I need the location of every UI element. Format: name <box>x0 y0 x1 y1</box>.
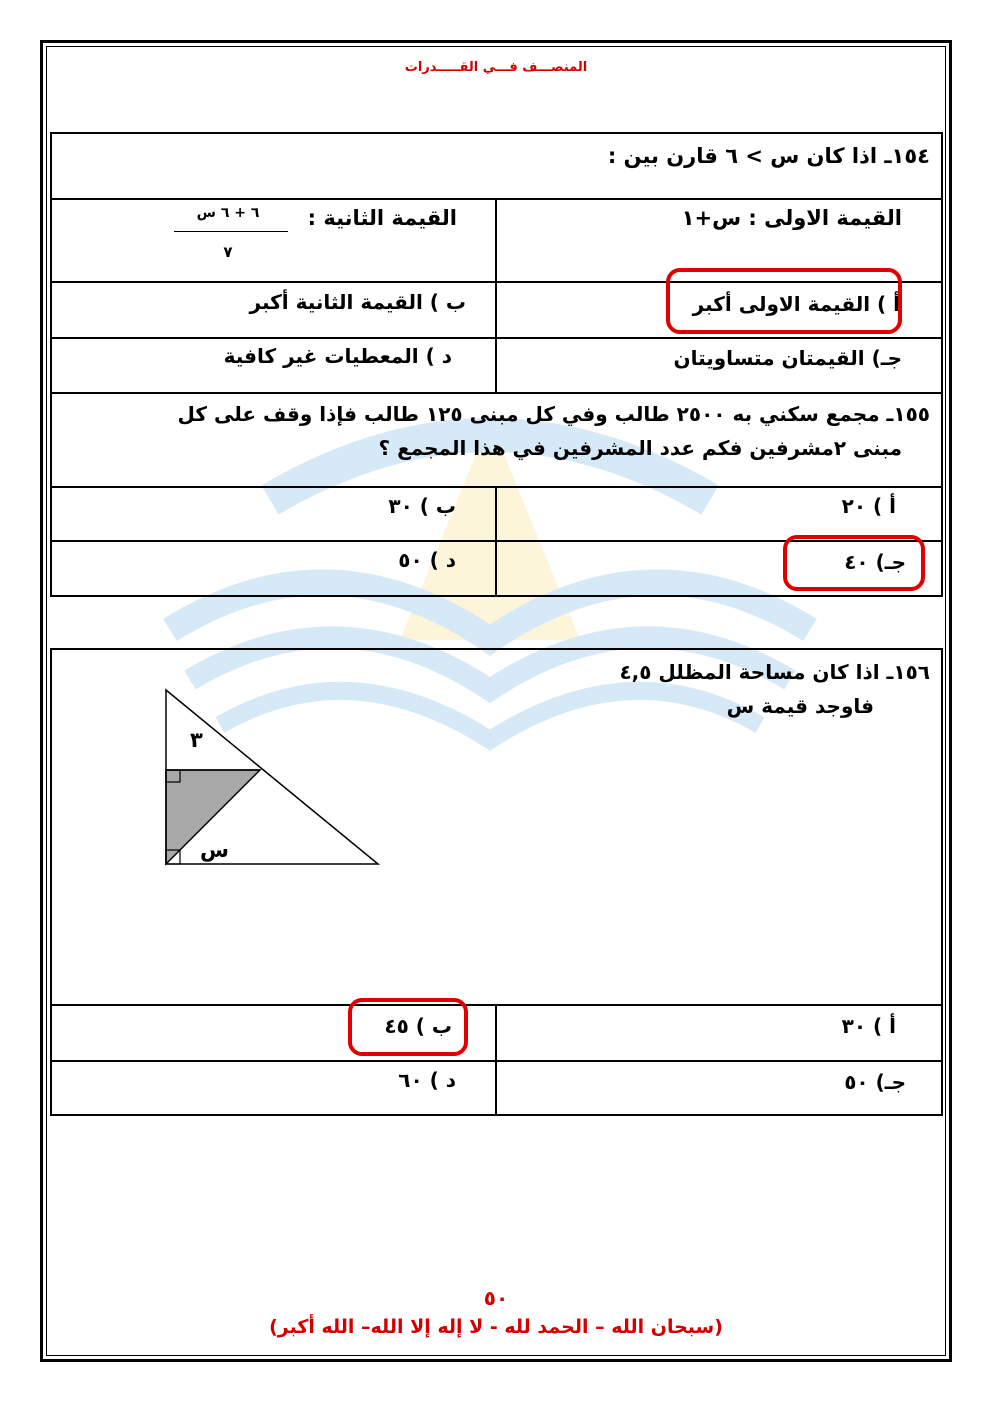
q154-option-d[interactable]: د ) المعطيات غير كافية <box>223 344 452 368</box>
fraction-denominator: ٧ <box>223 243 233 261</box>
answer-highlight <box>348 998 468 1056</box>
q154-option-b[interactable]: ب ) القيمة الثانية أكبر <box>249 290 466 314</box>
q155-option-c[interactable]: جـ) ٤٠ <box>844 550 906 574</box>
answer-highlight <box>783 535 925 591</box>
q155-option-b[interactable]: ب ) ٣٠ <box>388 494 456 518</box>
q154-value2-label: القيمة الثانية : <box>307 206 457 230</box>
fraction-bar <box>174 231 288 232</box>
q156-option-c[interactable]: جـ) ٥٠ <box>844 1070 906 1094</box>
q155-question-line2: مبنى ٢مشرفين فكم عدد المشرفين في هذا المجمع ؟ <box>378 436 902 460</box>
q155-option-a[interactable]: أ ) ٢٠ <box>841 494 896 518</box>
q155-option-d[interactable]: د ) ٥٠ <box>398 548 456 572</box>
divider <box>495 1004 497 1116</box>
q156-option-a[interactable]: أ ) ٣٠ <box>841 1014 896 1038</box>
q156-option-d[interactable]: د ) ٦٠ <box>398 1068 456 1092</box>
q154-option-c[interactable]: جـ) القيمتان متساويتان <box>673 346 902 370</box>
q156-question-line2: فاوجد قيمة س <box>726 694 874 718</box>
q156-option-b[interactable]: ب ) ٤٥ <box>384 1014 452 1038</box>
q154-value1: القيمة الاولى : س+١ <box>681 206 902 230</box>
figure-label-x: س <box>200 838 229 862</box>
triangle-figure <box>150 680 390 880</box>
page-number: ٥٠ <box>483 1286 509 1310</box>
figure-label-3: ٣ <box>190 728 203 752</box>
divider <box>495 198 497 394</box>
divider <box>495 486 497 597</box>
footer-text: (سبحان الله – الحمد لله - لا إله إلا الله– الله أكبر) <box>269 1316 723 1338</box>
page-header: المنصـــف فـــي القـــــدرات <box>404 60 588 75</box>
fraction-numerator: ٦ + ٦ س <box>196 205 260 221</box>
q155-question-line1: ١٥٥ـ مجمع سكني به ٢٥٠٠ طالب وفي كل مبنى ١٢٥ طالب فإذا وقف على كل <box>177 402 930 426</box>
q154-option-a[interactable]: أ ) القيمة الاولى أكبر <box>692 292 900 316</box>
q156-question-line1: ١٥٦ـ اذا كان مساحة المظلل ٤,٥ <box>619 660 930 684</box>
q154-fraction <box>170 205 290 265</box>
answer-highlight <box>666 268 902 334</box>
q154-question: ١٥٤ـ اذا كان س > ٦ قارن بين : <box>607 144 930 168</box>
